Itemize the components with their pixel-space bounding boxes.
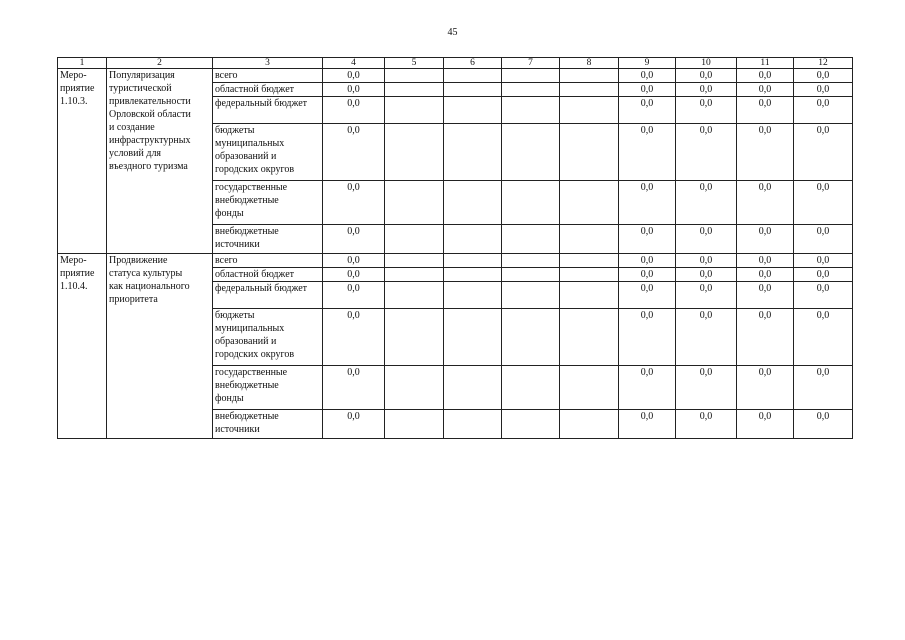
- value-cell-10: 0,0: [676, 181, 737, 225]
- funding-source-line: внебюджетные: [215, 411, 279, 422]
- funding-source: [213, 124, 323, 181]
- table-row: [58, 254, 853, 268]
- value-cell-9: 0,0: [619, 97, 676, 124]
- value-cell-6: [444, 124, 502, 181]
- value-cell-11: 0,0: [737, 268, 794, 282]
- funding-source: [213, 309, 323, 366]
- value-cell-10: 0,0: [676, 97, 737, 124]
- funding-source-line: всего: [215, 70, 238, 81]
- column-header-9: 9: [619, 58, 676, 69]
- funding-source-line: источники: [215, 239, 260, 250]
- value-cell-10: 0,0: [676, 254, 737, 268]
- value-cell-11: 0,0: [737, 69, 794, 83]
- value-cell-6: [444, 309, 502, 366]
- funding-source-line: федеральный бюджет: [215, 98, 308, 109]
- value-cell-5: [385, 254, 444, 268]
- value-cell-12: 0,0: [794, 282, 853, 309]
- value-cell-7: [502, 309, 560, 366]
- column-header-7: 7: [502, 58, 560, 69]
- value-cell-4: 0,0: [323, 83, 385, 97]
- funding-source-line: федеральный бюджет: [215, 283, 308, 294]
- value-cell-5: [385, 124, 444, 181]
- value-cell-6: [444, 282, 502, 309]
- column-header-8: 8: [560, 58, 619, 69]
- value-cell-9: 0,0: [619, 83, 676, 97]
- value-cell-10: 0,0: [676, 309, 737, 366]
- value-cell-4: 0,0: [323, 181, 385, 225]
- measure-name-line: как национального: [109, 281, 190, 292]
- value-cell-11: 0,0: [737, 282, 794, 309]
- funding-source-line: внебюджетные: [215, 226, 279, 237]
- funding-source-line: областной бюджет: [215, 84, 295, 95]
- value-cell-11: 0,0: [737, 309, 794, 366]
- value-cell-6: [444, 225, 502, 254]
- measure-label-line: Меро-: [60, 255, 87, 266]
- value-cell-9: 0,0: [619, 366, 676, 410]
- value-cell-11: 0,0: [737, 410, 794, 439]
- value-cell-6: [444, 366, 502, 410]
- value-cell-12: 0,0: [794, 225, 853, 254]
- measure-name: [107, 254, 213, 439]
- column-header-10: 10: [676, 58, 737, 69]
- measure-label-line: Меро-: [60, 70, 87, 81]
- value-cell-9: 0,0: [619, 225, 676, 254]
- measure-name-line: инфраструктурных: [109, 135, 191, 146]
- value-cell-5: [385, 97, 444, 124]
- value-cell-12: 0,0: [794, 309, 853, 366]
- value-cell-11: 0,0: [737, 181, 794, 225]
- value-cell-12: 0,0: [794, 254, 853, 268]
- value-cell-12: 0,0: [794, 69, 853, 83]
- value-cell-8: [560, 225, 619, 254]
- funding-source-line: всего: [215, 255, 238, 266]
- measure-label-line: приятие: [60, 83, 95, 94]
- value-cell-8: [560, 97, 619, 124]
- value-cell-8: [560, 181, 619, 225]
- measure-label-line: 1.10.3.: [60, 96, 88, 107]
- value-cell-5: [385, 309, 444, 366]
- funding-source-line: источники: [215, 424, 260, 435]
- funding-source-line: внебюджетные: [215, 380, 279, 391]
- value-cell-5: [385, 410, 444, 439]
- value-cell-11: 0,0: [737, 225, 794, 254]
- funding-source-line: образований и: [215, 336, 277, 347]
- column-header-5: 5: [385, 58, 444, 69]
- value-cell-12: 0,0: [794, 124, 853, 181]
- column-header-3: 3: [213, 58, 323, 69]
- value-cell-4: 0,0: [323, 366, 385, 410]
- value-cell-5: [385, 83, 444, 97]
- value-cell-9: 0,0: [619, 268, 676, 282]
- value-cell-4: 0,0: [323, 225, 385, 254]
- column-header-11: 11: [737, 58, 794, 69]
- value-cell-6: [444, 83, 502, 97]
- funding-source: [213, 268, 323, 282]
- table-row: [58, 69, 853, 83]
- value-cell-5: [385, 366, 444, 410]
- measure-label-line: приятие: [60, 268, 95, 279]
- funding-source: [213, 225, 323, 254]
- value-cell-12: 0,0: [794, 83, 853, 97]
- funding-source-line: образований и: [215, 151, 277, 162]
- value-cell-8: [560, 410, 619, 439]
- funding-source-line: бюджеты: [215, 310, 255, 321]
- value-cell-7: [502, 83, 560, 97]
- value-cell-7: [502, 254, 560, 268]
- measure-label: [58, 69, 107, 254]
- page-number: 45: [447, 27, 458, 38]
- value-cell-6: [444, 69, 502, 83]
- value-cell-12: 0,0: [794, 268, 853, 282]
- value-cell-12: 0,0: [794, 181, 853, 225]
- measure-name-line: статуса культуры: [109, 268, 183, 279]
- value-cell-10: 0,0: [676, 83, 737, 97]
- value-cell-12: 0,0: [794, 97, 853, 124]
- value-cell-7: [502, 268, 560, 282]
- value-cell-9: 0,0: [619, 69, 676, 83]
- value-cell-11: 0,0: [737, 366, 794, 410]
- value-cell-4: 0,0: [323, 97, 385, 124]
- value-cell-5: [385, 268, 444, 282]
- value-cell-6: [444, 410, 502, 439]
- value-cell-12: 0,0: [794, 410, 853, 439]
- value-cell-9: 0,0: [619, 181, 676, 225]
- value-cell-11: 0,0: [737, 83, 794, 97]
- value-cell-10: 0,0: [676, 366, 737, 410]
- value-cell-5: [385, 282, 444, 309]
- measure-name-line: туристической: [109, 83, 172, 94]
- measure-name-line: Популяризация: [109, 70, 175, 81]
- funding-source-line: фонды: [215, 208, 244, 219]
- funding-source-line: внебюджетные: [215, 195, 279, 206]
- measure-label: [58, 254, 107, 439]
- funding-source-line: городских округов: [215, 164, 295, 175]
- column-header-4: 4: [323, 58, 385, 69]
- value-cell-8: [560, 268, 619, 282]
- value-cell-7: [502, 225, 560, 254]
- value-cell-10: 0,0: [676, 410, 737, 439]
- funding-source-line: муниципальных: [215, 138, 285, 149]
- value-cell-10: 0,0: [676, 268, 737, 282]
- value-cell-6: [444, 181, 502, 225]
- value-cell-4: 0,0: [323, 69, 385, 83]
- value-cell-8: [560, 254, 619, 268]
- measure-label-line: 1.10.4.: [60, 281, 88, 292]
- value-cell-9: 0,0: [619, 282, 676, 309]
- value-cell-10: 0,0: [676, 124, 737, 181]
- header-row: [58, 58, 853, 69]
- value-cell-8: [560, 124, 619, 181]
- value-cell-5: [385, 181, 444, 225]
- value-cell-6: [444, 254, 502, 268]
- value-cell-5: [385, 69, 444, 83]
- value-cell-11: 0,0: [737, 97, 794, 124]
- funding-source-line: бюджеты: [215, 125, 255, 136]
- value-cell-9: 0,0: [619, 410, 676, 439]
- funding-source-line: городских округов: [215, 349, 295, 360]
- value-cell-9: 0,0: [619, 124, 676, 181]
- value-cell-7: [502, 366, 560, 410]
- value-cell-8: [560, 83, 619, 97]
- value-cell-6: [444, 268, 502, 282]
- value-cell-4: 0,0: [323, 268, 385, 282]
- value-cell-9: 0,0: [619, 254, 676, 268]
- value-cell-8: [560, 282, 619, 309]
- column-header-2: 2: [107, 58, 213, 69]
- value-cell-10: 0,0: [676, 225, 737, 254]
- value-cell-7: [502, 410, 560, 439]
- value-cell-5: [385, 225, 444, 254]
- value-cell-7: [502, 282, 560, 309]
- funding-source: [213, 254, 323, 268]
- measure-name-line: привлекательности: [109, 96, 191, 107]
- funding-source: [213, 410, 323, 439]
- measure-name: [107, 69, 213, 254]
- value-cell-4: 0,0: [323, 410, 385, 439]
- measure-name-line: Орловской области: [109, 109, 191, 120]
- measure-name-line: условий для: [109, 148, 162, 159]
- value-cell-4: 0,0: [323, 124, 385, 181]
- column-header-12: 12: [794, 58, 853, 69]
- measure-name-line: въездного туризма: [109, 161, 188, 172]
- funding-source: [213, 83, 323, 97]
- value-cell-4: 0,0: [323, 282, 385, 309]
- measure-name-line: приоритета: [109, 294, 158, 305]
- funding-source-line: областной бюджет: [215, 269, 295, 280]
- value-cell-7: [502, 97, 560, 124]
- column-header-6: 6: [444, 58, 502, 69]
- value-cell-11: 0,0: [737, 124, 794, 181]
- funding-source: [213, 69, 323, 83]
- funding-source-line: фонды: [215, 393, 244, 404]
- value-cell-8: [560, 366, 619, 410]
- value-cell-7: [502, 124, 560, 181]
- value-cell-4: 0,0: [323, 309, 385, 366]
- funding-source-line: государственные: [215, 182, 288, 193]
- value-cell-7: [502, 181, 560, 225]
- funding-source-line: государственные: [215, 367, 288, 378]
- funding-source: [213, 366, 323, 410]
- budget-table: [57, 57, 853, 439]
- table-body: [58, 69, 853, 439]
- value-cell-10: 0,0: [676, 69, 737, 83]
- funding-source: [213, 282, 323, 309]
- measure-name-line: Продвижение: [109, 255, 168, 266]
- value-cell-8: [560, 309, 619, 366]
- value-cell-9: 0,0: [619, 309, 676, 366]
- funding-source: [213, 97, 323, 124]
- value-cell-12: 0,0: [794, 366, 853, 410]
- measure-name-line: и создание: [109, 122, 155, 133]
- value-cell-7: [502, 69, 560, 83]
- value-cell-6: [444, 97, 502, 124]
- column-header-1: 1: [58, 58, 107, 69]
- value-cell-10: 0,0: [676, 282, 737, 309]
- value-cell-4: 0,0: [323, 254, 385, 268]
- value-cell-8: [560, 69, 619, 83]
- funding-source-line: муниципальных: [215, 323, 285, 334]
- value-cell-11: 0,0: [737, 254, 794, 268]
- funding-source: [213, 181, 323, 225]
